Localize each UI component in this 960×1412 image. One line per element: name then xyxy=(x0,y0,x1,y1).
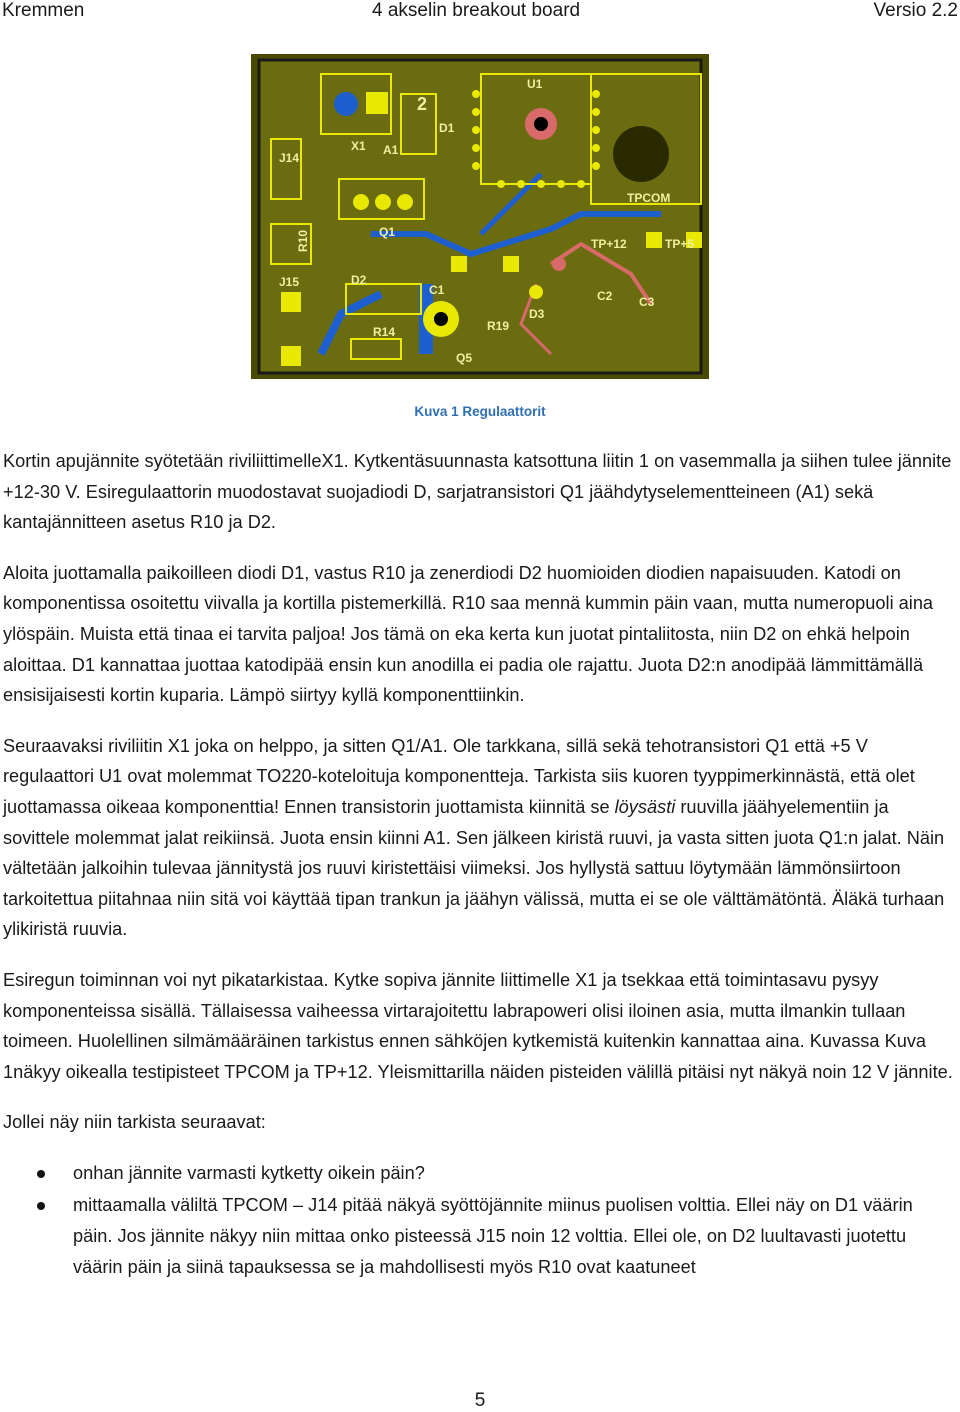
svg-text:C3: C3 xyxy=(639,295,655,309)
svg-text:R10: R10 xyxy=(296,229,310,252)
svg-text:D2: D2 xyxy=(351,273,367,287)
svg-text:C1: C1 xyxy=(429,283,445,297)
list-item xyxy=(3,1158,955,1189)
list-item-text: onhan jännite varmasti kytketty oikein päin? xyxy=(73,1162,425,1183)
svg-text:J14: J14 xyxy=(279,151,300,165)
svg-text:D3: D3 xyxy=(529,307,545,321)
svg-text:J15: J15 xyxy=(279,275,300,289)
svg-text:U1: U1 xyxy=(527,77,543,91)
pcb-figure xyxy=(251,54,709,379)
paragraph-4: Esiregun toiminnan voi nyt pikatarkistaa. Kytke sopiva jännite liittimelle X1 ja tsekkaa että toimintasavu pysyy komponenteissa sisällä. Tällaisessa vaiheessa virtarajoitettu labrapoweri olisi iloinen asia, mutta ilmankin tullaan toimeen. Huolellinen silmämääräinen tarkistus ennen sähköjen kytkemistä kuitenkin kannattaa aina. Kuvassa Kuva 1näkyy oikealla testipisteet TPCOM ja TP+12. Yleismittarilla näiden pisteiden välillä pitäisi nyt näkyä noin 12 V jännite. xyxy=(3,969,953,1082)
page-number: 5 xyxy=(474,1390,486,1411)
paragraph-3-part-b: ruuvilla jäähyelementiin ja sovittele molemmat jalat reikiinsä. Juota ensin kiinni A1. Sen jälkeen kiristä ruuvi, ja vasta sitten juota Q1:n jalat. Näin vältetään jalkoihin tulevaa jännitystä jos ruuvi kiristettäisi viimeksi. Jos hyllystä sattuu löytymään lämmönsiirtoon tarkoitettua piitahnaa niin sitä voi käyttää tipan trankun ja jäähyn välissä, mutta ei se ole välttämätöntä. Äläkä turhaan ylikiristä ruuvia. xyxy=(3,796,945,940)
svg-text:D1: D1 xyxy=(439,121,455,135)
svg-text:Q5: Q5 xyxy=(456,351,473,365)
svg-text:TP+12: TP+12 xyxy=(591,237,627,251)
header-version: Versio 2.2 xyxy=(873,0,958,21)
header-title: 4 akselin breakout board xyxy=(372,0,581,21)
header-author: Kremmen xyxy=(2,0,85,21)
page-header xyxy=(0,0,960,24)
paragraph-1: Kortin apujännite syötetään riviliittimelleX1. Kytkentäsuunnasta katsottuna liitin 1 on vasemmalla ja siihen tulee jännite +12-30 V. Esiregulaattorin muodostavat suojadiodi D, sarjatransistori Q1 jäähdytyselementteineen (A1) sekä kantajännitteen asetus R10 ja D2. xyxy=(3,451,952,533)
paragraph-2: Aloita juottamalla paikoilleen diodi D1, vastus R10 ja zenerdiodi D2 huomioiden diodien napaisuuden. Katodi on komponentissa osoitettu viivalla ja kortilla pistemerkillä. R10 saa mennä kummin päin vaan, mutta numeropuoli aina ylöspäin. Muista että tinaa ei tarvita paljoa! Jos tämä on eka kerta kun juotat pintaliitosta, niin D2 on ehkä helpoin aloittaa. D1 kannattaa juottaa katodipää ensin kun anodilla ei padia ole rajattu. Juota D2:n anodipää lämmittämällä ensisijaisesti kortin kuparia. Lämpö siirtyy kyllä komponenttiinkin. xyxy=(3,562,934,706)
paragraph-3-part-a: Seuraavaksi riviliitin X1 joka on helppo, ja sitten Q1/A1. Ole tarkkana, sillä sekä tehotransistori Q1 että +5 V regulaattori U1 ovat molemmat TO220-koteloituja komponentteja. Tarkista siis kuoren tyyppimerkinnästä, että olet juottamassa oikeaa komponenttia! Ennen transistorin juottamista kiinnitä se xyxy=(3,735,915,817)
svg-text:2: 2 xyxy=(417,94,428,114)
bullet-icon xyxy=(37,1202,45,1210)
svg-text:R14: R14 xyxy=(373,325,396,339)
svg-text:TP+5: TP+5 xyxy=(665,237,695,251)
svg-text:A1: A1 xyxy=(383,143,399,157)
pcb-layout-image xyxy=(251,54,709,379)
svg-text:C2: C2 xyxy=(597,289,613,303)
list-item-text: mittaamalla väliltä TPCOM – J14 pitää näkyä syöttöjännite miinus puolisen volttia. Ellei näy on D1 väärin päin. Jos jännite näkyy niin mittaa onko pisteessä J15 noin 12 volttia. Ellei ole, on D2 luultavasti juotettu väärin päin ja siinä tapauksessa se ja mahdollisesti myös R10 ovat kaatuneet xyxy=(73,1195,913,1277)
check-list xyxy=(3,1158,955,1282)
paragraph-3 xyxy=(3,731,955,945)
svg-text:X1: X1 xyxy=(351,139,366,153)
svg-text:R19: R19 xyxy=(487,319,510,333)
figure-caption: Kuva 1 Regulaattorit xyxy=(414,404,546,419)
svg-text:TPCOM: TPCOM xyxy=(627,191,671,205)
svg-text:Q1: Q1 xyxy=(379,225,396,239)
bullet-icon xyxy=(37,1170,45,1178)
document-body xyxy=(3,446,955,1284)
list-item xyxy=(3,1190,955,1282)
paragraph-3-emphasis: löysästi xyxy=(614,796,676,817)
paragraph-5: Jollei näy niin tarkista seuraavat: xyxy=(3,1112,266,1133)
